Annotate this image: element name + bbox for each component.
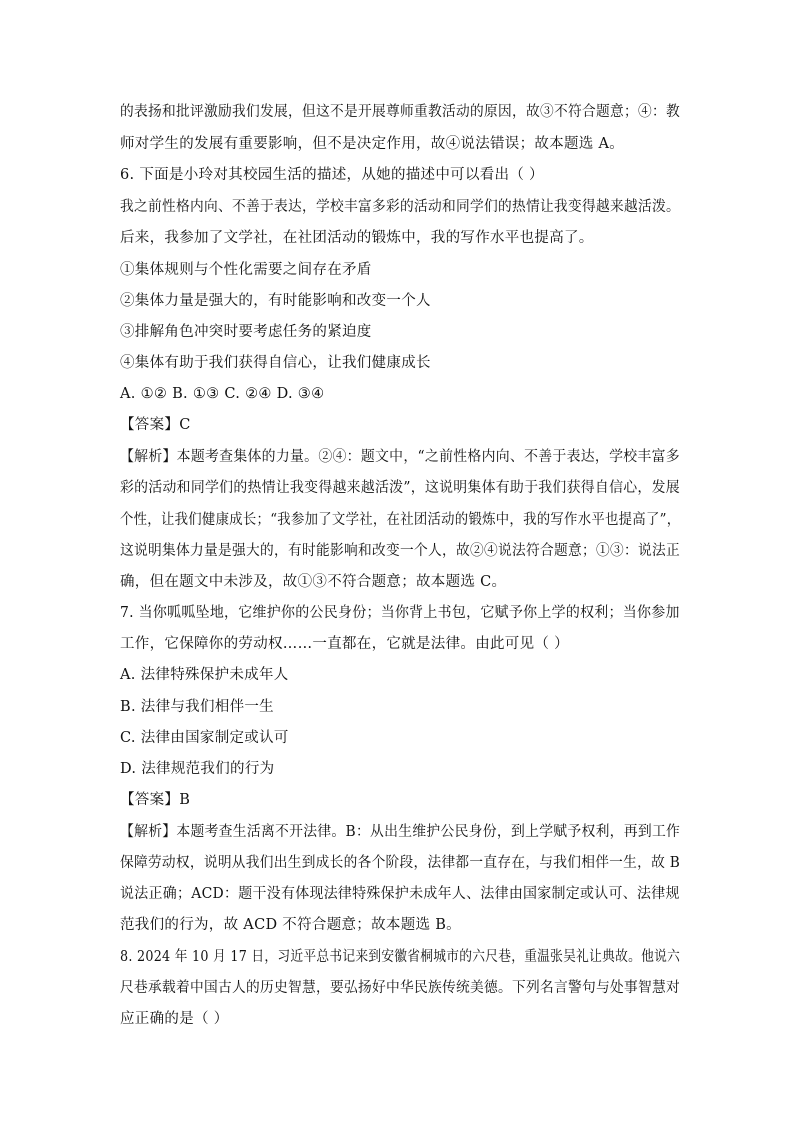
text-line: 的表扬和批评激励我们发展，但这不是开展尊师重教活动的原因，故③不符合题意；④：教 — [120, 104, 680, 120]
question-7-stem: 7. 当你呱呱坠地，它维护你的公民身份；当你背上书包，它赋予你上学的权利；当你参加 — [120, 605, 680, 621]
analysis-text: 这说明集体力量是强大的，有时能影响和改变一个人，故②④说法符合题意；①③：说法正 — [120, 543, 680, 559]
option-d: D. 法律规范我们的行为 — [120, 761, 275, 777]
question-8-stem: 应正确的是（ ） — [120, 1011, 229, 1027]
question-8-stem: 8. 2024 年 10 月 17 日，习近平总书记来到安徽省桐城市的六尺巷，重温张吴礼让典故。他说六 — [120, 949, 681, 965]
analysis-text: 【解析】本题考查生活离不开法律。B：从出生维护公民身份，到上学赋予权利，再到工作 — [120, 824, 681, 840]
text-line: 后来，我参加了文学社，在社团活动的锻炼中，我的写作水平也提高了。 — [120, 230, 594, 246]
analysis-text: 说法正确；ACD：题干没有体现法律特殊保护未成年人、法律由国家制定或认可、法律规 — [120, 886, 680, 902]
option-c: C. 法律由国家制定或认可 — [120, 730, 289, 746]
analysis-text: 确，但在题文中未涉及，故①③不符合题意；故本题选 C。 — [120, 574, 507, 590]
question-8-stem: 尺巷承载着中国古人的历史智慧，要弘扬好中华民族传统美德。下列名言警句与处事智慧对 — [120, 980, 680, 996]
analysis-text: 保障劳动权，说明从我们出生到成长的各个阶段，法律都一直存在，与我们相伴一生，故 B — [120, 855, 681, 871]
answer-label: 【答案】C — [120, 417, 191, 433]
analysis-text: 彩的活动和同学们的热情让我变得越来越活泼”，这说明集体有助于我们获得自信心，发展 — [120, 480, 680, 496]
text-line: 我之前性格内向、不善于表达，学校丰富多彩的活动和同学们的热情让我变得越来越活泼。 — [120, 199, 680, 215]
statement-2: ②集体力量是强大的，有时能影响和改变一个人 — [120, 293, 431, 309]
analysis-text: 范我们的行为，故 ACD 不符合题意；故本题选 B。 — [120, 917, 461, 933]
option-a: A. 法律特殊保护未成年人 — [120, 667, 289, 683]
analysis-text: 个性，让我们健康成长；“我参加了文学社，在社团活动的锻炼中，我的写作水平也提高了”， — [120, 512, 681, 528]
question-6-stem: 6. 下面是小玲对其校园生活的描述，从她的描述中可以看出（ ） — [120, 167, 544, 183]
statement-4: ④集体有助于我们获得自信心，让我们健康成长 — [120, 355, 431, 371]
answer-label: 【答案】B — [120, 792, 191, 808]
text-line: 师对学生的发展有重要影响，但不是决定作用，故④说法错误；故本题选 A。 — [120, 136, 625, 152]
answer-options: A. ①② B. ①③ C. ②④ D. ③④ — [120, 386, 325, 402]
analysis-text: 【解析】本题考查集体的力量。②④：题文中，“之前性格内向、不善于表达，学校丰富多 — [120, 449, 680, 465]
option-b: B. 法律与我们相伴一生 — [120, 699, 274, 715]
question-7-stem: 工作，它保障你的劳动权……一直都在，它就是法律。由此可见（ ） — [120, 636, 569, 652]
statement-3: ③排解角色冲突时要考虑任务的紧迫度 — [120, 324, 372, 340]
statement-1: ①集体规则与个性化需要之间存在矛盾 — [120, 262, 372, 278]
